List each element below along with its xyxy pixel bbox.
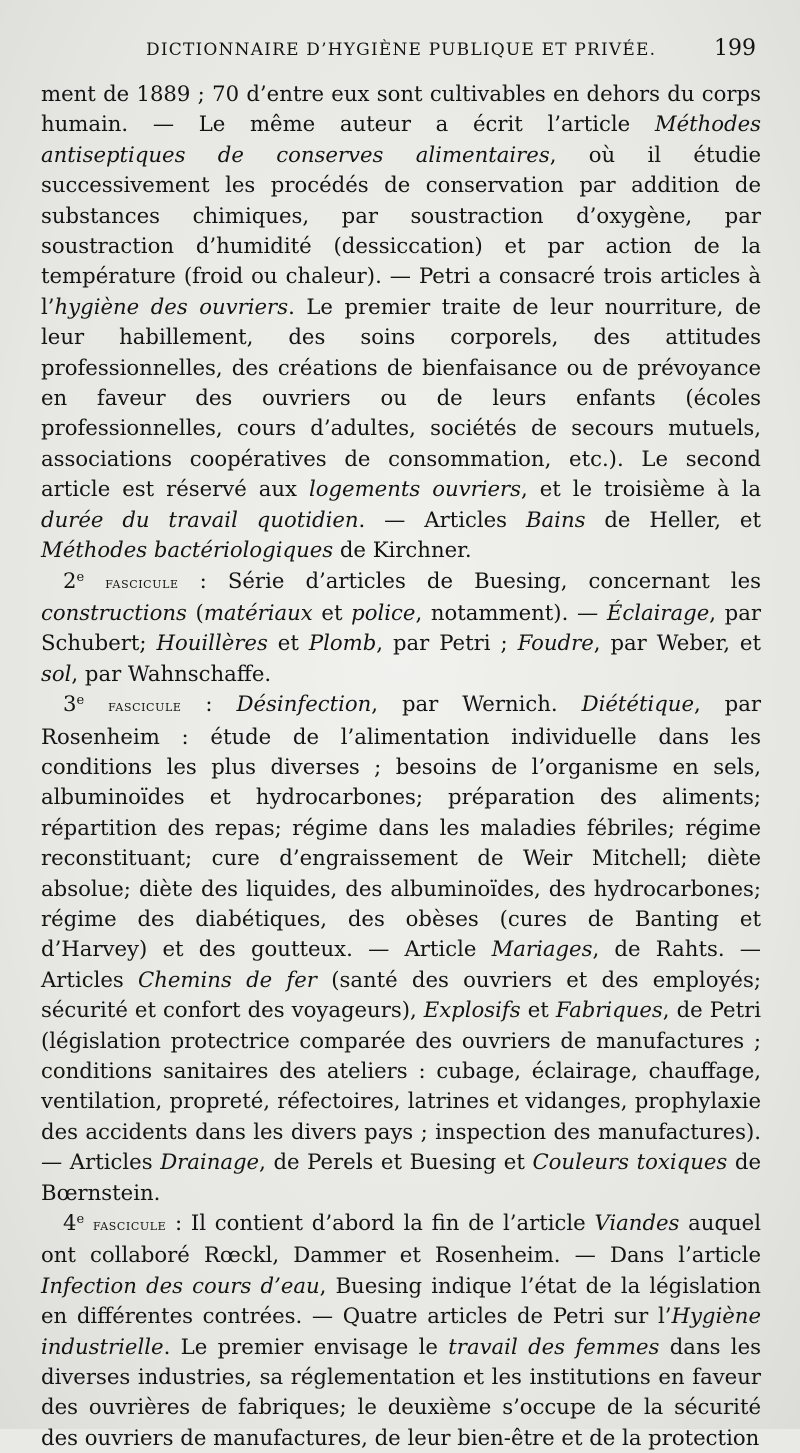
text-run: , de Petri (législation protectrice comparée des ouvriers de manufactures ; conditions sanitaires des ateliers : cubage, éclairage, chauffage, ventilation, propreté, réfectoires, latrines et vidanges, prophylaxie des accidents dans les divers pays ; inspection des manufactures). — Articles <box>41 997 761 1175</box>
italic-title: Bains <box>525 506 586 532</box>
running-title: DICTIONNAIRE D’HYGIÈNE PUBLIQUE ET PRIVÉE. <box>146 40 657 60</box>
text-run: , où il étudie successivement les procédés de conservation par addition de substances chimiques, par soustraction d’oxygène, par soustraction d’humidité (dessiccation) et par action de la température (froid ou chaleur). — Petri a consacré trois articles à l’ <box>41 141 761 319</box>
italic-title: Drainage <box>160 1149 260 1175</box>
italic-title: police <box>351 599 416 625</box>
text-run: et <box>520 997 556 1023</box>
paragraph-fascicule-3 <box>41 689 761 1208</box>
paragraph-fascicule-2 <box>41 566 761 690</box>
italic-title: travail des femmes <box>448 1333 660 1359</box>
italic-title: Méthodes antiseptiques de conserves alimentaires <box>41 111 761 167</box>
text-run: , de Rahts. — Articles <box>41 936 761 992</box>
italic-title: constructions <box>41 599 187 625</box>
text-run: , Buesing indique l’état de la législation en différentes contrées. — Quatre articles de Petri sur l’ <box>41 1272 761 1329</box>
text-run: et <box>312 599 352 625</box>
italic-title: Couleurs toxiques <box>532 1149 728 1175</box>
text-run: ( <box>186 599 204 625</box>
italic-title: Chemins de fer <box>138 966 317 992</box>
text-run: . Le premier envisage le <box>163 1333 449 1359</box>
text-run: . Le premier traite de leur nourriture, de leur habillement, des soins corporels, des attitudes professionnelles, des créations de bienfaisance ou de prévoyance en faveur des ouvriers ou de leurs enfants (écoles professionnelles, cours d’adultes, sociétés de secours mutuels, associations coopératives de consommation, etc.). Le second article est réservé aux <box>41 293 761 502</box>
fascicule-number: 2 <box>63 567 77 593</box>
italic-title: Hygiène industrielle <box>41 1303 761 1359</box>
text-run: ment de 1889 ; 70 d’entre eux sont cultivables en dehors du corps humain. — Le même auteur a écrit l’article <box>41 81 761 137</box>
italic-title: Viandes <box>594 1210 680 1236</box>
text-run: , notamment). — <box>415 599 607 625</box>
italic-title: Infection des cours d’eau <box>41 1272 320 1298</box>
text-run: de Bœrnstein. <box>41 1149 761 1205</box>
italic-title: Explosifs <box>423 997 521 1023</box>
ordinal-suffix: e <box>76 1212 85 1228</box>
paragraph-fascicule-4 <box>41 1208 761 1453</box>
italic-title: Foudre <box>517 630 594 656</box>
italic-title: matériaux <box>203 599 313 625</box>
text-run: , de Perels et Buesing et <box>259 1149 533 1175</box>
text-run: , par Wernich. <box>371 691 582 717</box>
fascicule-label: fascicule <box>105 572 179 592</box>
fascicule-label: fascicule <box>108 696 182 716</box>
text-run: : Série d’articles de Buesing, concernant les <box>178 567 761 593</box>
italic-title: Houillères <box>156 630 268 656</box>
fascicule-number: 3 <box>63 691 77 717</box>
paragraph-1 <box>41 79 761 566</box>
text-run: , par Weber, et <box>593 630 761 656</box>
italic-title: Diététique <box>581 691 694 717</box>
text-run: , et le troisième à la <box>521 476 761 502</box>
text-run: , par Wahnschaffe. <box>71 660 272 686</box>
text-run: dans les diverses industries, sa réglementation et les institutions en faveur des ouvrières de fabriques; le deuxième s’occupe de la sécurité des ouvriers de manufactures, de leur bien-être et de la protection <box>41 1333 761 1450</box>
italic-title: Plomb <box>308 630 377 656</box>
text-run: et <box>267 630 309 656</box>
text-run: (santé des ouvriers et des employés; sécurité et confort des voyageurs), <box>41 966 761 1023</box>
fascicule-label: fascicule <box>92 1215 167 1235</box>
text-run: : Il contient d’abord la fin de l’article <box>166 1210 595 1236</box>
ordinal-suffix: e <box>76 569 85 585</box>
italic-title: Mariages <box>491 936 593 962</box>
text-run: de Heller, et <box>585 506 761 532</box>
text-run: , par Rosenheim : étude de l’alimentation individuelle dans les conditions les plus diverses ; besoins de l’organisme en sels, albuminoïdes et hydrocarbones; préparation des aliments; répartition des repas; régime dans les maladies fébriles; régime reconstituant; cure d’engraissement de Weir Mitchell; diète absolue; diète des liquides, des albuminoïdes, des hydrocarbones; régime des diabétiques, des obèses (cures de Banting et d’Harvey) et des goutteux. — Article <box>41 691 762 962</box>
italic-title: durée du travail quotidien <box>41 506 359 532</box>
italic-title: Méthodes bactériologiques <box>41 537 334 563</box>
page-number: 199 <box>714 36 756 61</box>
italic-title: hygiène des ouvriers <box>54 293 289 319</box>
fascicule-number: 4 <box>63 1210 77 1236</box>
text-run: . — Articles <box>358 506 526 532</box>
text-run: auquel ont collaboré Rœckl, Dammer et Rosenheim. — Dans l’article <box>41 1210 761 1268</box>
text-run: : <box>181 691 237 717</box>
page-body <box>41 79 761 1453</box>
italic-title: sol <box>41 660 72 686</box>
text-run: , par Petri ; <box>376 630 518 656</box>
text-run: de Kirchner. <box>333 537 472 563</box>
italic-title: logements ouvriers <box>308 476 522 502</box>
italic-title: Désinfection <box>236 691 372 717</box>
ordinal-suffix: e <box>76 693 85 709</box>
page-header <box>40 34 760 70</box>
italic-title: Éclairage <box>606 599 710 625</box>
italic-title: Fabriques <box>555 997 663 1023</box>
text-run: , par Schubert; <box>41 599 761 656</box>
